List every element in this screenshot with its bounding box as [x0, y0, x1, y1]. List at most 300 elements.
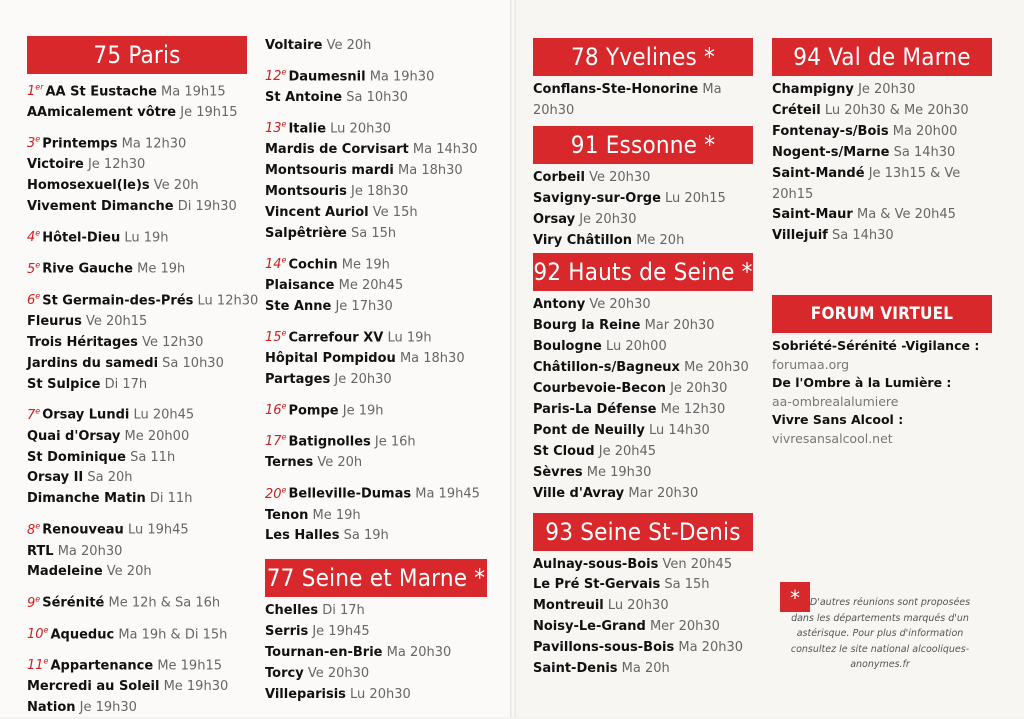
meeting-row — [772, 164, 992, 185]
meeting-name: Serris — [265, 624, 309, 640]
meeting-time: Ma — [702, 82, 722, 97]
meeting-row — [533, 168, 753, 189]
meeting-row — [27, 677, 247, 698]
meeting-time: Me 20h45 — [338, 278, 404, 294]
district-suffix: e — [35, 521, 41, 531]
meeting-time: Sa 14h30 — [893, 144, 956, 160]
meeting-time: Ve 20h — [106, 564, 152, 580]
meeting-row — [533, 400, 753, 421]
meeting-name: Torcy — [265, 666, 304, 682]
meeting-time: Ve 20h30 — [589, 297, 651, 313]
meeting-time: Ma 20h30 — [678, 640, 743, 656]
meeting-name: Jardins du samedi — [27, 355, 159, 371]
meeting-time: Di 19h30 — [177, 199, 237, 215]
meeting-name: Corbeil — [533, 169, 585, 185]
meeting-row — [265, 115, 487, 140]
meeting-name: St Germain-des-Prés — [42, 292, 194, 308]
page-fold — [510, 0, 516, 717]
meeting-name: Montsouris — [265, 184, 347, 200]
meeting-time: Lu 20h45 — [133, 407, 195, 423]
column-3 — [533, 38, 753, 680]
meeting-row — [27, 354, 247, 375]
meeting-time: Je 16h — [374, 434, 416, 450]
meeting-name: Saint-Maur — [772, 207, 853, 223]
district-number-value: 11 — [27, 658, 44, 674]
meeting-name: Montreuil — [533, 598, 604, 614]
meeting-time: Sa 10h30 — [162, 355, 224, 371]
meeting-row — [27, 589, 247, 614]
meeting-name: Trois Héritages — [27, 334, 138, 350]
meeting-name: Homosexuel(le)s — [27, 178, 150, 194]
meeting-time: Ma 20h — [621, 661, 670, 677]
meeting-row — [533, 463, 753, 484]
meeting-row — [533, 231, 753, 252]
meeting-row — [265, 601, 487, 622]
forum-label: Sobriété-Sérénité -Vigilance : — [772, 338, 980, 354]
meeting-name: Les Halles — [265, 528, 340, 544]
meeting-time: Me 12h & Sa 16h — [108, 595, 221, 611]
meeting-row — [533, 337, 753, 358]
district-suffix: e — [281, 401, 287, 411]
district-number — [27, 84, 44, 99]
district-suffix: e — [35, 406, 41, 416]
district-number-value: 16 — [265, 403, 282, 419]
meeting-name: RTL — [27, 543, 54, 559]
meeting-name: Salpêtrière — [265, 225, 347, 241]
meeting-name: Châtillon-s/Bagneux — [533, 360, 680, 376]
meeting-time: Ma 20h30 — [386, 645, 452, 661]
meeting-row — [533, 596, 753, 617]
meeting-time: Je 19h15 — [180, 105, 238, 121]
meeting-name: Nation — [27, 699, 76, 715]
meeting-row — [265, 664, 487, 685]
meeting-row — [27, 224, 247, 249]
meeting-time: 20h30 — [533, 102, 575, 118]
meeting-time: Ma 14h30 — [412, 142, 478, 158]
meeting-row — [533, 316, 753, 337]
meeting-name: Fontenay-s/Bois — [772, 123, 889, 139]
meeting-row — [265, 324, 487, 349]
meeting-time: Je 18h30 — [351, 184, 409, 200]
meeting-name: St Cloud — [533, 443, 595, 459]
meeting-row — [533, 101, 753, 122]
district-suffix: e — [281, 328, 287, 338]
meeting-row — [265, 88, 487, 109]
meeting-name: Noisy-Le-Grand — [533, 619, 646, 635]
meeting-name: Villejuif — [772, 228, 828, 244]
meeting-time: Ve 20h — [326, 38, 372, 53]
meeting-time: Mar 20h30 — [644, 318, 715, 334]
meeting-name: Belleville-Dumas — [288, 486, 412, 502]
meeting-row — [265, 685, 487, 706]
meeting-name: Ville d'Avray — [533, 485, 625, 501]
meeting-row — [27, 312, 247, 333]
meeting-row — [265, 506, 487, 527]
meeting-row — [772, 143, 992, 164]
meeting-time: Ma 19h45 — [415, 486, 480, 502]
meeting-row — [265, 224, 487, 245]
meeting-row — [265, 428, 487, 453]
meeting-row — [265, 349, 487, 370]
meeting-name: Partages — [265, 372, 331, 387]
meeting-time: Di 11h — [149, 491, 193, 507]
meeting-name: Orsay II — [27, 470, 84, 486]
meeting-time: Lu 14h30 — [649, 422, 710, 438]
meeting-name: Quai d'Orsay — [27, 428, 121, 444]
meeting-time: Sa 20h — [87, 470, 133, 486]
district-number — [27, 408, 40, 423]
meeting-name: Chelles — [265, 603, 319, 619]
meeting-name: Appartenance — [50, 658, 154, 674]
meeting-name: Vincent Auriol — [265, 205, 369, 220]
district-number — [265, 257, 286, 272]
meeting-name: AA St Eustache — [45, 84, 157, 100]
meeting-time: Je 20h30 — [858, 82, 916, 97]
district-number — [27, 293, 40, 308]
meeting-row — [772, 80, 992, 101]
val-marne-banner: 94 Val de Marne — [772, 38, 992, 76]
meeting-time: Ma 18h30 — [398, 163, 463, 179]
meeting-name: Orsay — [533, 211, 576, 227]
asterisk-note — [780, 582, 980, 673]
meeting-row — [772, 122, 992, 143]
paris-column-1 — [27, 36, 259, 719]
district-suffix: e — [35, 291, 41, 301]
meeting-row — [533, 421, 753, 442]
meeting-name: Créteil — [772, 102, 821, 118]
meeting-time: Sa 10h30 — [346, 90, 408, 106]
meeting-row — [533, 638, 753, 659]
meeting-time: Ve 20h30 — [307, 666, 370, 682]
meeting-time: Je 20h30 — [579, 211, 637, 227]
meeting-time: Ma 20h30 — [57, 543, 123, 559]
meeting-time: Me 20h30 — [684, 360, 749, 376]
meeting-name: Boulogne — [533, 339, 602, 355]
meeting-time: Lu 19h45 — [127, 522, 189, 538]
meeting-name: AAmicalement vôtre — [27, 105, 177, 121]
forum-url: aa-ombrealalumiere — [772, 393, 899, 409]
meeting-time: Ma 20h00 — [892, 123, 958, 139]
meeting-row — [27, 78, 247, 103]
meeting-row — [533, 575, 753, 596]
meeting-row — [265, 36, 487, 57]
meeting-time: Me 19h15 — [157, 658, 222, 674]
meeting-time: Ve 20h15 — [85, 313, 148, 329]
meeting-row — [27, 542, 247, 563]
meeting-row — [265, 297, 487, 318]
district-number-value: 17 — [265, 434, 282, 450]
district-suffix: e — [281, 485, 287, 495]
meeting-name: Fleurus — [27, 313, 82, 329]
district-suffix: e — [43, 625, 49, 635]
meeting-row — [27, 287, 259, 312]
district-number-value: 7 — [27, 407, 36, 423]
meeting-row — [265, 453, 487, 474]
meeting-name: Nogent-s/Marne — [772, 144, 890, 160]
district-suffix: e — [35, 594, 41, 604]
meeting-name: Aulnay-sous-Bois — [533, 556, 659, 572]
meeting-name: Mercredi au Soleil — [27, 679, 160, 695]
meeting-row — [27, 698, 247, 719]
district-number-value: 3 — [27, 136, 36, 152]
district-number — [265, 69, 286, 84]
meeting-name: Aqueduc — [50, 626, 115, 642]
meeting-name: Victoire — [27, 157, 84, 173]
paris-column-2 — [265, 36, 487, 706]
meeting-time: Lu 20h30 — [350, 686, 411, 702]
district-number — [27, 136, 40, 151]
meeting-name: Ternes — [265, 455, 314, 471]
meeting-time: Lu 20h30 — [607, 598, 669, 614]
meeting-time: Me 20h00 — [124, 428, 190, 444]
forum-banner: FORUM VIRTUEL — [772, 295, 992, 333]
district-number — [27, 262, 40, 277]
district-number — [265, 330, 286, 345]
meeting-name: Dimanche Matin — [27, 491, 146, 507]
meeting-time: Me 12h30 — [660, 401, 726, 417]
meeting-time: Lu 19h — [124, 230, 169, 246]
meeting-time: Je 19h45 — [312, 624, 370, 640]
meeting-name: Saint-Denis — [533, 661, 618, 677]
meeting-row — [27, 375, 247, 396]
district-number-value: 1 — [27, 84, 36, 100]
asterisk-icon: * — [780, 582, 810, 612]
meeting-row — [772, 101, 992, 122]
meeting-row — [27, 516, 247, 541]
meeting-time: Sa 15h — [664, 577, 710, 593]
district-number — [265, 434, 286, 449]
meeting-time: Sa 19h — [343, 528, 389, 544]
forum-label: De l'Ombre à la Lumière : — [772, 375, 952, 391]
district-number-value: 12 — [265, 69, 282, 85]
meeting-row — [533, 555, 753, 576]
meeting-time: Me 19h — [341, 257, 390, 273]
meeting-row — [265, 480, 487, 505]
meeting-row — [27, 197, 247, 218]
meeting-name: Printemps — [42, 136, 118, 152]
meeting-row — [265, 161, 487, 182]
meeting-time: Je 19h — [342, 403, 384, 419]
meeting-time: Ma 18h30 — [399, 351, 465, 367]
district-number — [265, 121, 286, 136]
meeting-name: Madeleine — [27, 564, 103, 580]
meeting-time: Je 13h15 & Ve — [868, 165, 961, 181]
meeting-row — [533, 80, 753, 101]
meeting-time: Lu 20h30 & Me 20h30 — [824, 102, 969, 118]
meeting-time: Ve 15h — [372, 205, 418, 220]
district-suffix: e — [35, 260, 41, 270]
meeting-name: Conflans-Ste-Honorine — [533, 82, 699, 97]
forum-url: forumaa.org — [772, 356, 850, 372]
district-suffix: e — [281, 433, 287, 443]
district-number-value: 4 — [27, 230, 36, 246]
meeting-row — [27, 468, 247, 489]
meeting-row — [265, 63, 487, 88]
meeting-time: Ve 20h — [153, 178, 199, 194]
meeting-name: Viry Châtillon — [533, 232, 633, 248]
district-suffix: e — [35, 229, 41, 239]
district-number-value: 13 — [265, 121, 282, 137]
district-number — [265, 487, 286, 502]
meeting-time: Sa 15h — [350, 225, 397, 241]
meeting-name: Batignolles — [288, 434, 371, 450]
meeting-row — [533, 442, 753, 463]
meeting-time: Mar 20h30 — [628, 485, 699, 501]
seine-marne-banner: 77 Seine et Marne * — [265, 559, 487, 597]
meeting-time: Me 19h — [137, 261, 186, 277]
meeting-time: Di 17h — [104, 376, 148, 392]
meeting-row — [772, 185, 992, 206]
meeting-row — [533, 484, 753, 505]
meeting-time: Me 19h — [312, 507, 361, 523]
district-suffix: e — [281, 255, 287, 265]
meeting-name: Voltaire — [265, 38, 323, 53]
meeting-time: Je 20h30 — [334, 372, 392, 387]
meeting-row — [27, 401, 247, 426]
meeting-name: Bourg la Reine — [533, 318, 641, 334]
meeting-row — [27, 489, 247, 510]
meeting-name: Carrefour XV — [288, 330, 384, 346]
meeting-name: Paris-La Défense — [533, 401, 657, 417]
meeting-name: Pavillons-sous-Bois — [533, 640, 675, 656]
meeting-name: Le Pré St-Gervais — [533, 577, 661, 593]
meeting-row — [27, 176, 247, 197]
district-number — [27, 658, 48, 673]
meeting-time: Lu 19h — [387, 330, 432, 346]
meeting-time: Je 19h30 — [79, 699, 137, 715]
meeting-name: Pont de Neuilly — [533, 422, 645, 438]
meeting-time: Ma & Ve 20h45 — [856, 207, 956, 223]
meeting-name: Courbevoie-Becon — [533, 381, 666, 397]
meeting-name: Hôtel-Dieu — [42, 230, 121, 246]
meeting-row — [27, 621, 247, 646]
meeting-row — [265, 276, 487, 297]
meeting-time: Ven 20h45 — [662, 556, 733, 572]
district-number-value: 8 — [27, 522, 36, 538]
meeting-time: Ve 12h30 — [142, 334, 204, 350]
meeting-name: Montsouris mardi — [265, 163, 394, 179]
district-number-value: 15 — [265, 330, 282, 346]
meeting-time: Di 17h — [322, 603, 365, 619]
meeting-name: Daumesnil — [288, 69, 366, 85]
meeting-row — [265, 622, 487, 643]
meeting-time: Lu 12h30 — [197, 292, 259, 308]
meeting-row — [27, 255, 247, 280]
district-number — [265, 403, 286, 418]
meeting-row — [772, 226, 992, 247]
meeting-row — [772, 205, 992, 226]
meeting-name: Villeparisis — [265, 686, 346, 702]
meeting-row — [27, 103, 247, 124]
meeting-row — [27, 652, 247, 677]
meeting-row — [265, 251, 487, 276]
meeting-time: Me 19h30 — [163, 679, 229, 695]
meeting-row — [27, 562, 247, 583]
meeting-row — [265, 643, 487, 664]
essonne-banner: 91 Essonne * — [533, 126, 753, 164]
meeting-row — [533, 210, 753, 231]
meeting-row — [533, 659, 753, 680]
meeting-row — [265, 397, 487, 422]
district-number — [27, 627, 48, 642]
meeting-time: Sa 14h30 — [831, 228, 894, 244]
meeting-name: Renouveau — [42, 522, 124, 538]
meeting-row — [533, 295, 753, 316]
meeting-name: Antony — [533, 297, 586, 313]
meeting-row — [27, 333, 247, 354]
meeting-name: Ste Anne — [265, 298, 332, 314]
meeting-time: Mer 20h30 — [649, 619, 720, 635]
meeting-time: Je 20h45 — [598, 443, 657, 459]
meeting-name: Sérénité — [42, 595, 105, 611]
district-number-value: 6 — [27, 292, 36, 308]
meeting-name: Saint-Mandé — [772, 165, 865, 181]
district-number-value: 14 — [265, 257, 282, 273]
meeting-row — [265, 182, 487, 203]
column-4 — [772, 38, 992, 448]
meeting-row — [533, 379, 753, 400]
meeting-row — [533, 189, 753, 210]
meeting-time: Me 20h — [636, 232, 685, 248]
meeting-row — [27, 130, 247, 155]
meeting-time: Je 12h30 — [87, 157, 146, 173]
meeting-name: Champigny — [772, 82, 854, 97]
district-suffix: e — [281, 67, 287, 77]
meeting-time: Lu 20h15 — [665, 190, 726, 206]
forum-url: vivresansalcool.net — [772, 430, 893, 446]
meeting-time: Ma 12h30 — [121, 136, 187, 152]
district-number-value: 10 — [27, 626, 44, 642]
meeting-time: Ve 20h30 — [589, 169, 651, 185]
meeting-time: Ma 19h30 — [369, 69, 435, 85]
yvelines-banner: 78 Yvelines * — [533, 38, 753, 76]
district-number — [27, 523, 40, 538]
meeting-time: Ma 19h & Di 15h — [118, 626, 228, 642]
meeting-name: Orsay Lundi — [42, 407, 130, 423]
meeting-name: St Sulpice — [27, 376, 101, 392]
meeting-name: Hôpital Pompidou — [265, 351, 396, 367]
hauts-seine-banner: 92 Hauts de Seine * — [533, 253, 753, 291]
meeting-time: Je 17h30 — [335, 298, 393, 314]
meeting-row — [265, 370, 487, 391]
meeting-row — [533, 358, 753, 379]
district-suffix: er — [35, 83, 44, 92]
paris-banner: 75 Paris — [27, 36, 247, 74]
meeting-time: Lu 20h00 — [606, 339, 667, 355]
meeting-row — [265, 203, 487, 224]
meeting-name: Sèvres — [533, 464, 583, 480]
forum-label: Vivre Sans Alcool : — [772, 412, 904, 428]
district-suffix: e — [35, 135, 41, 145]
district-number-value: 5 — [27, 261, 36, 277]
meeting-row — [533, 617, 753, 638]
meeting-name: Vivement Dimanche — [27, 199, 174, 215]
meeting-name: Rive Gauche — [42, 261, 133, 277]
seine-st-denis-banner: 93 Seine St-Denis — [533, 513, 753, 551]
district-number — [27, 596, 40, 611]
district-number — [27, 230, 40, 245]
meeting-name: Pompe — [288, 403, 339, 419]
meeting-time: Ma 19h15 — [161, 84, 226, 100]
meeting-time: 20h15 — [772, 186, 814, 202]
meeting-name: Mardis de Corvisart — [265, 142, 409, 158]
meeting-name: Tenon — [265, 507, 309, 523]
meeting-name: Savigny-sur-Orge — [533, 190, 661, 206]
meeting-name: St Antoine — [265, 90, 343, 106]
district-suffix: e — [43, 656, 49, 666]
asterisk-note-text: D'autres réunions sont proposées dans les départements marqués d'un astérisque. Pour plus d'information consultez le site national alcooliques-anonymes.fr — [790, 597, 971, 670]
meeting-time: Me 19h30 — [586, 464, 652, 480]
